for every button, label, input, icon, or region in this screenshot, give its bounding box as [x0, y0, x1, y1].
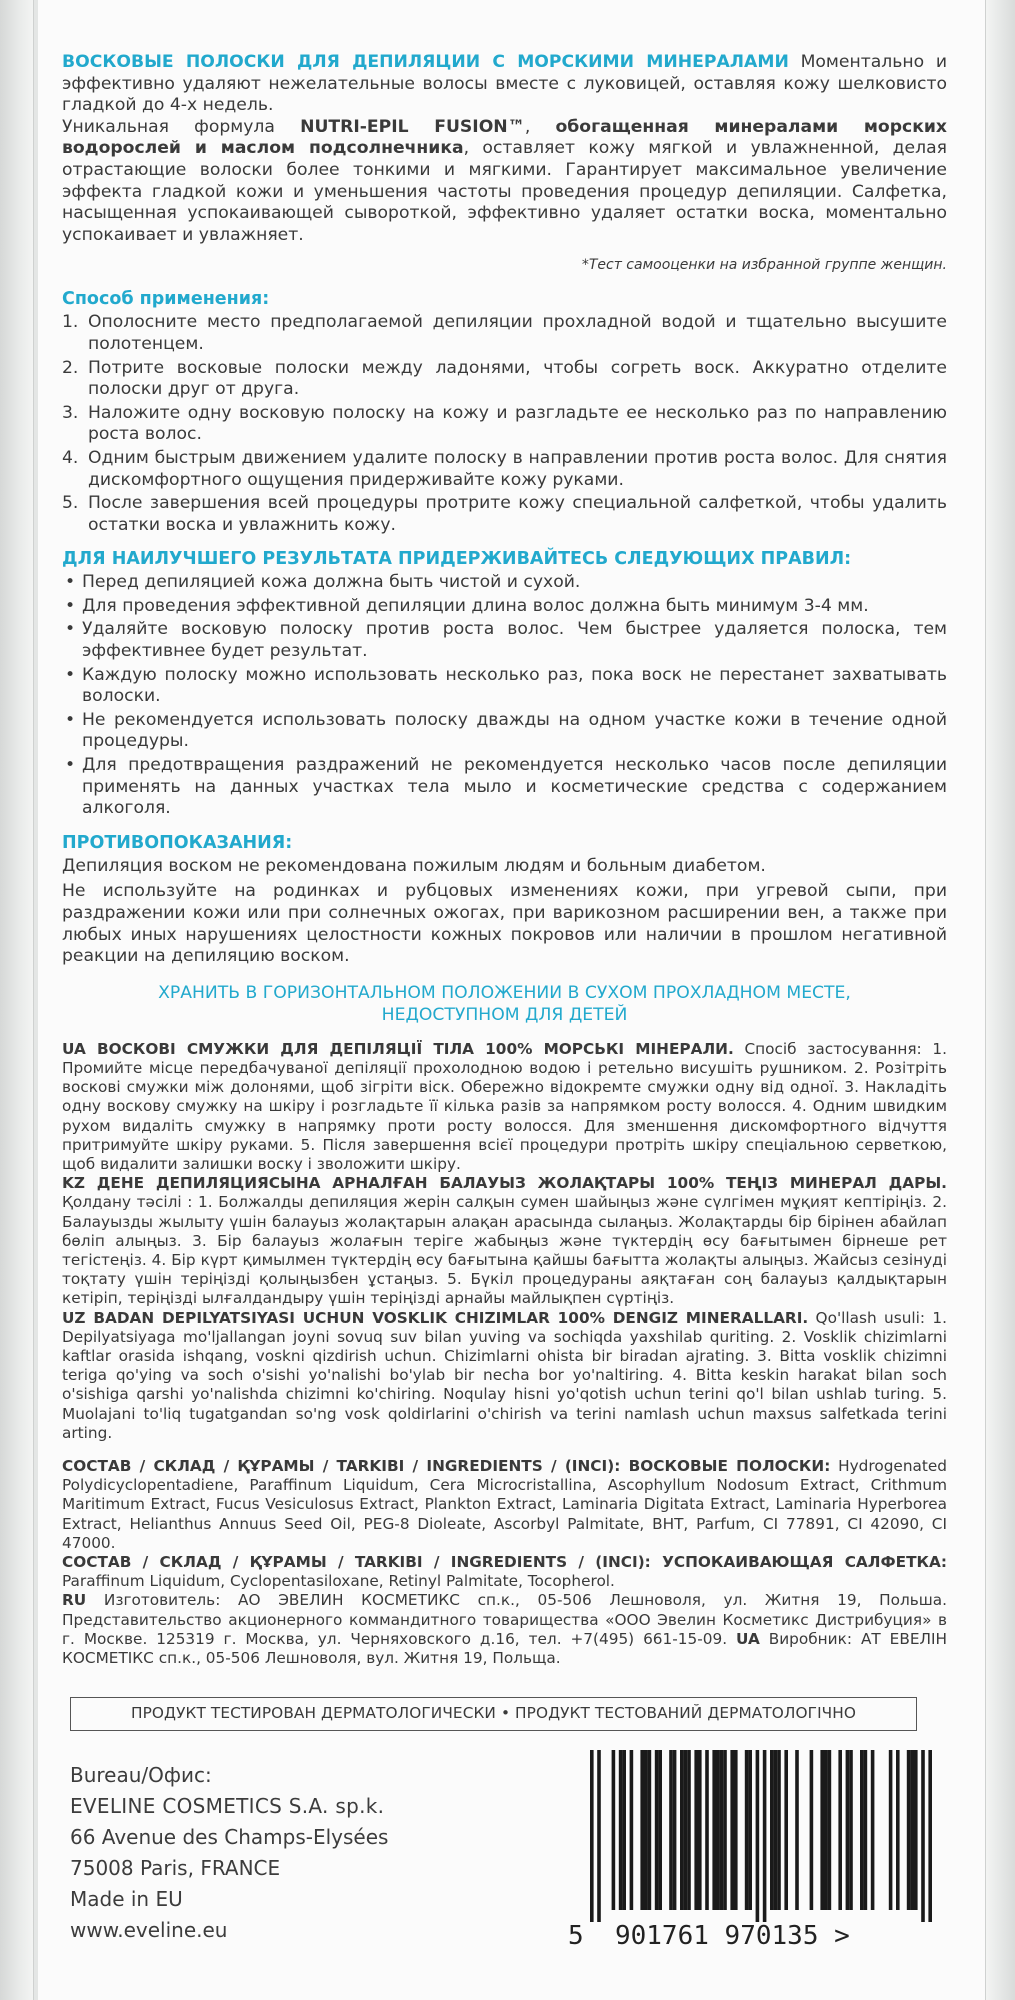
usage-step — [62, 312, 947, 355]
uz-title: UZ BADAN DEPILYATSIYASI UCHUN VOSKLIK CHIZIMLAR 100% DENGIZ MINERALLARI. — [62, 1308, 809, 1327]
formula-paragraph — [62, 117, 947, 247]
barcode-bar — [694, 1750, 698, 1910]
kz-section — [62, 1174, 947, 1308]
barcode-bar — [705, 1750, 709, 1910]
step-number: 1. — [62, 312, 79, 333]
barcode-bar — [734, 1750, 738, 1910]
step-text: После завершения всей процедуры протрите кожу специальной салфеткой, чтобы удалить остатки воска и увлажнить кожу. — [88, 493, 947, 535]
contraindications-p2: Не используйте на родинках и рубцовых изменениях кожи, при угревой сыпи, при раздражении кожи или при солнечных ожогах, при варикозном расширении вен, а также при любых иных нарушениях целостности кожных покровов или наличии в прошлом негативной реакции на депиляцию воском. — [62, 881, 947, 967]
step-number: 3. — [62, 402, 79, 423]
tip-item: • Для проведения эффективной депиляции длина волос должна быть минимум 3-4 мм. — [62, 596, 947, 618]
barcode-bar — [849, 1750, 853, 1910]
barcode-bar — [745, 1750, 749, 1910]
storage-line-2: НЕДОСТУПНОМ ДЛЯ ДЕТЕЙ — [381, 1004, 628, 1025]
barcode-bar — [824, 1750, 828, 1910]
box-left-edge — [0, 0, 34, 2000]
step-number: 2. — [62, 357, 79, 378]
barcode-bar — [644, 1750, 648, 1910]
barcode-bar — [597, 1750, 601, 1922]
barcode-bar — [680, 1750, 684, 1910]
step-text: Ополосните место предполагаемой депиляции прохладной водой и тщательно высушите полотенцем. — [88, 312, 947, 354]
barcode-bar — [684, 1750, 688, 1910]
barcode-left-group: 901761 — [614, 1921, 709, 1951]
barcode-bar — [871, 1750, 875, 1910]
barcode-first-digit: 5 — [568, 1921, 584, 1951]
ingredients-wipe — [62, 1553, 947, 1591]
ua-text: Спосіб застосування: 1. Промийте місце передбачуваної депіляції прохолодною водою і ретельно висушіть рушником. 2. Розітріть воскові смужки між долонями, щоб зігріти віск. Обережно відокремте смужки одну від одної. 3. Накладіть одну воскову смужку на шкіру і розгладьте її кілька разів за напрямком росту волосся. 4. Одним швидким рухом видаліть смужку в напрямку проти росту волосся. Для зменшення дискомфортного відчуття притримуйте шкіру руками. 5. Після завершення всієї процедури протріть шкіру спеціальною серветкою, щоб видалити залишки воску і зволожити шкіру. — [62, 1039, 947, 1173]
barcode-right-group: 970135 — [724, 1921, 819, 1951]
usage-step — [62, 448, 947, 491]
barcode-bars — [568, 1750, 963, 1922]
barcode-bar — [777, 1750, 781, 1910]
formula-enriched: обогащенная минералами морских водорослей и маслом подсолнечника — [62, 116, 947, 159]
contraindications-heading: ПРОТИВОПОКАЗАНИЯ: — [62, 832, 293, 853]
made-in: Made in EU — [70, 1887, 183, 1911]
office-address — [70, 1760, 388, 1946]
ru-manufacturer-text: Изготовитель: АО ЭВЕЛИН КОСМЕТИКС сп.к., 05-506 Лешноволя, ул. Житня 19, Польша. Представительство акционерного коммандитного товарищества «ООО Эвелин Косметикс Дистрибуция» в г. Москве. 125319 г. Москва, ул. Черняховского д.16, тел. +7(495) 661-15-09. — [62, 1591, 947, 1648]
box-right-edge — [985, 0, 1015, 2000]
usage-heading: Способ применения: — [62, 289, 270, 310]
barcode-bar — [730, 1750, 734, 1910]
barcode-bar — [795, 1750, 799, 1910]
step-number: 4. — [62, 447, 79, 468]
uz-section — [62, 1309, 947, 1443]
storage-notice — [62, 982, 947, 1026]
ingredients-strips-text: Hydrogenated Polydicyclopentadiene, Paraffinum Liquidum, Cera Microcristallina, Ascophyllum Nodosum Extract, Crithmum Maritimum Extract, Fucus Vesiculosus Extract, Plankton Extract, Laminaria Digitata Extract, Laminaria Hyperborea Extract, Helianthus Annuus Seed Oil, PEG-8 Dioleate, Ascorbyl Palmitate, BHT, Parfum, CI 77891, CI 42090, CI 47000. — [62, 1457, 948, 1552]
barcode-bar — [716, 1750, 720, 1910]
uz-text: Qo'llash usuli: 1. Depilyatsiyaga mo'ljallangan joyni sovuq suv bilan yuving va sochiqda yaxshilab quriting. 2. Vosklik chizimlarni kaftlar orasida ishqang, voskni qizdirish uchun. Chizimlarni ohista bir biradan ajrating. 3. Bitta vosklik chizimni teriga qo'ying va soch o'sishi yo'nalishi bo'ylab bir necha bor yo'naltiring. 4. Bitta keskin harakat bilan soch o'sishiga qarshi yo'nalishda chizimni ko'chiring. Noqulay hisni yo'qotish uchun terini qo'l bilan ushlab turing. 5. Muolajani to'liq tugatgandan so'ng vosk qoldirlarini o'chirish va terini namlash uchun maxsus salfetkada terini arting. — [62, 1308, 947, 1442]
storage-line-1: ХРАНИТЬ В ГОРИЗОНТАЛЬНОМ ПОЛОЖЕНИИ В СУХОМ ПРОХЛАДНОМ МЕСТЕ, — [158, 982, 851, 1003]
barcode-bar — [640, 1750, 644, 1910]
step-text: Потрите восковые полоски между ладонями, чтобы согреть воск. Аккуратно отделите полоски друг от друга. — [88, 357, 947, 400]
barcode-bar — [838, 1750, 842, 1910]
tip-item: • Перед депиляцией кожа должна быть чистой и сухой. — [62, 572, 947, 594]
tip-item: • Каждую полоску можно использовать несколько раз, пока воск не перестанет захватывать волоски. — [62, 665, 947, 708]
barcode-bar — [928, 1750, 932, 1922]
step-text: Наложите одну восковую полоску на кожу и разгладьте ее несколько раз по направлению роста волос. — [88, 402, 947, 445]
ingredients-wipe-title: СОСТАВ / СКЛАД / ҚҰРАМЫ / TARKIBI / INGREDIENTS / (INCI): УСПОКАИВАЮЩАЯ САЛФЕТКА: — [62, 1553, 947, 1572]
tips-list — [62, 572, 947, 820]
formula-text-c: , — [524, 116, 556, 137]
barcode-bar — [687, 1750, 691, 1910]
intro-text-1: Моментально и эффективно удаляют нежелательные волосы вместе с луковицей, оставляя кожу шелковисто гладкой до 4-х недель. — [62, 52, 947, 116]
barcode-bar — [655, 1750, 659, 1910]
barcode-bar — [619, 1750, 623, 1910]
barcode-bar — [698, 1750, 702, 1910]
company-name: EVELINE COSMETICS S.A. sp.k. — [70, 1794, 385, 1818]
address-label: Bureau/Офис: — [70, 1763, 212, 1787]
barcode-quiet-zone-arrow: > — [834, 1921, 850, 1951]
ua-title: UA ВОСКОВІ СМУЖКИ ДЛЯ ДЕПІЛЯЦІЇ ТІЛА 100% МОРСЬКІ МІНЕРАЛИ. — [62, 1039, 734, 1058]
barcode-bar — [914, 1750, 918, 1910]
city-country: 75008 Paris, FRANCE — [70, 1856, 281, 1880]
tip-item: • Удаляйте восковую полоску против роста волос. Чем быстрее удаляется полоска, тем эффективнее будет результат. — [62, 619, 947, 662]
barcode-bar — [896, 1750, 900, 1910]
barcode-bar — [889, 1750, 893, 1910]
barcode-bar — [712, 1750, 716, 1910]
step-number: 5. — [62, 493, 79, 514]
ua-manufacturer-text: Виробник: АТ ЕВЕЛІН КОСМЕТІКС сп.к., 05-506 Лешноволя, вул. Житня 19, Польща. — [62, 1629, 948, 1668]
formula-name: NUTRI-EPIL FUSION™ — [300, 116, 525, 137]
barcode-bar — [669, 1750, 673, 1910]
barcode-bar — [860, 1750, 864, 1910]
tips-heading: ДЛЯ НАИЛУЧШЕГО РЕЗУЛЬТАТА ПРИДЕРЖИВАЙТЕСЬ СЛЕДУЮЩИХ ПРАВИЛ: — [62, 549, 852, 570]
ua-section — [62, 1040, 947, 1174]
ru-label: RU — [62, 1591, 87, 1610]
formula-text-e: , оставляет кожу мягкой и увлажненной, делая отрастающие волоски более тонкими и мягкими. Гарантирует максимальное увеличение эффекта гладкой кожи и уменьшения частоты проведения процедур депиляции. Салфетка, насыщенная успокаивающей сывороткой, эффективно удаляет остатки воска, моментально успокаивает и увлажняет. — [62, 138, 947, 245]
kz-title: KZ ДЕНЕ ДЕПИЛЯЦИЯСЫНА АРНАЛҒАН БАЛАУЫЗ ЖОЛАҚТАРЫ 100% ТЕҢІЗ МИНЕРАЛ ДАРЫ. — [62, 1174, 947, 1193]
ua-label: UA — [736, 1629, 760, 1648]
manufacturer-info — [62, 1591, 947, 1668]
usage-steps — [62, 312, 947, 536]
product-title: ВОСКОВЫЕ ПОЛОСКИ ДЛЯ ДЕПИЛЯЦИИ С МОРСКИМИ МИНЕРАЛАМИ — [62, 52, 789, 72]
barcode-digits — [568, 1922, 963, 1950]
barcode-bar — [784, 1750, 788, 1910]
barcode-bar — [630, 1750, 634, 1910]
barcode-bar — [828, 1750, 832, 1910]
kz-text: Қолдану тәсілі : 1. Болжалды депиляция жерін салқын сумен шайыңыз және сүлгімен мұқият кептіріңіз. 2. Балауызды жылыту үшін балауыз жолақтарын алақан арасында сылаңыз. Жолақтарды бір бірінен абайлап бөліп алыңыз. 3. Бір балауыз жолағын теріге жабыңыз және түктердің өсу бағытымен бірнеше рет тегістеңіз. 4. Бір күрт қимылмен түктердің өсу бағытына қайшы бағытта жолақты алыңыз. Жайсыз сезінуді тоқтату үшін теріңізді қолыңызбен ұстаңыз. 5. Бүкіл процедураны аяқтаған соң балауыз қалдықтарын кетіріп, теріңізді ылғалдандыру үшін теріңізді арнайы майлықпен сүртіңіз. — [62, 1193, 947, 1308]
street-address: 66 Avenue des Champs-Elysées — [70, 1825, 389, 1849]
barcode-bar — [810, 1750, 814, 1910]
website-link[interactable]: www.eveline.eu — [70, 1918, 228, 1942]
tip-item: • Не рекомендуется использовать полоску дважды на одном участке кожи в течение одной процедуры. — [62, 710, 947, 753]
barcode-bar — [756, 1750, 760, 1922]
formula-text-a: Уникальная формула — [62, 116, 301, 137]
barcode-bar — [748, 1750, 752, 1910]
barcode-bar — [622, 1750, 626, 1910]
barcode-bar — [763, 1750, 767, 1922]
ingredients-strips-title: СОСТАВ / СКЛАД / ҚҰРАМЫ / TARKIBI / INGREDIENTS / (INCI): ВОСКОВЫЕ ПОЛОСКИ: — [62, 1457, 831, 1476]
usage-step — [62, 493, 947, 536]
barcode-bar — [864, 1750, 868, 1910]
dermatologically-tested-banner: ПРОДУКТ ТЕСТИРОВАН ДЕРМАТОЛОГИЧЕСКИ • ПРОДУКТ ТЕСТОВАНИЙ ДЕРМАТОЛОГІЧНО — [70, 1697, 917, 1731]
barcode-bar — [658, 1750, 662, 1910]
test-footnote: *Тест самооценки на избранной группе женщин. — [581, 257, 947, 274]
barcode-bar — [910, 1750, 914, 1910]
step-text: Одним быстрым движением удалите полоску в направлении против роста волос. Для снятия дискомфортного ощущения придерживайте кожу руками. — [88, 447, 947, 490]
usage-step — [62, 358, 947, 401]
barcode-bar — [770, 1750, 774, 1910]
tip-item: • Для предотвращения раздражений не рекомендуется несколько часов после депиляции применять на данных участках тела мыло и косметические средства с содержанием алкоголя. — [62, 755, 947, 820]
usage-step — [62, 403, 947, 446]
barcode-bar — [612, 1750, 616, 1910]
instructions-content — [62, 52, 947, 1668]
barcode-bar — [921, 1750, 925, 1922]
ingredients-wipe-text: Paraffinum Liquidum, Cyclopentasiloxane, Retinyl Palmitate, Tocopherol. — [62, 1572, 615, 1591]
barcode-bar — [720, 1750, 724, 1910]
barcode-bar — [590, 1750, 594, 1922]
barcode-bar — [648, 1750, 652, 1910]
barcode-bar — [846, 1750, 850, 1910]
barcode-bar — [774, 1750, 778, 1910]
intro-paragraph — [62, 52, 947, 117]
barcode — [568, 1750, 963, 1950]
contraindications-p1: Депиляция воском не рекомендована пожилым людям и больным диабетом. — [62, 855, 766, 876]
barcode-bar — [907, 1750, 911, 1910]
barcode-bar — [723, 1750, 727, 1910]
barcode-bar — [673, 1750, 677, 1910]
barcode-bar — [820, 1750, 824, 1910]
ingredients-strips — [62, 1457, 947, 1553]
